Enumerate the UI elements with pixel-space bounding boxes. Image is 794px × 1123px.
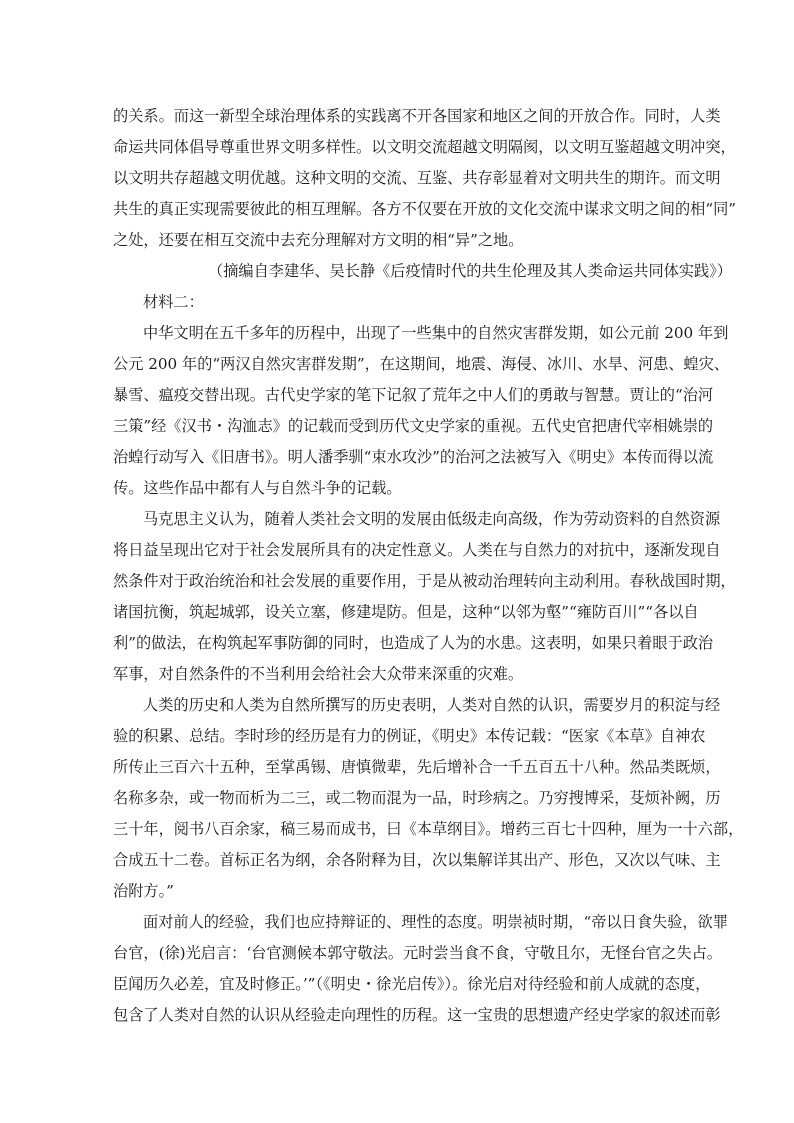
- text-line: 三策”经《汉书・沟洫志》的记载而受到历代文史学家的重视。五代史官把唐代宰相姚崇的: [113, 417, 714, 435]
- text-line: 三十年，阅书八百余家，稿三易而成书，曰《本草纲目》。增药三百七十四种，厘为一十六部，: [113, 820, 744, 838]
- text-line: 面对前人的经验，我们也应持辩证的、理性的态度。明崇祯时期，“帝以日食失验，欲罪: [143, 913, 728, 931]
- text-line: 治蝗行动写入《旧唐书》。明人潘季驯“束水攻沙”的治河之法被写入《明史》本传而得以流: [113, 448, 714, 466]
- text-line: 命运共同体倡导尊重世界文明多样性。以文明交流超越文明隔阂，以文明互鉴超越文明冲突，: [113, 138, 736, 156]
- text-line: 马克思主义认为，随着人类社会文明的发展由低级走向高级，作为劳动资料的自然资源: [143, 510, 721, 528]
- section-heading: 材料二：: [143, 293, 204, 311]
- text-line: 然条件对于政治统治和社会发展的重要作用，于是从被动治理转向主动利用。春秋战国时期，: [113, 572, 736, 590]
- text-line: 暴雪、瘟疫交替出现。古代史学家的笔下记叙了荒年之中人们的勇敢与智慧。贾让的“治河: [113, 386, 714, 404]
- text-line: 臣闻历久必差，宜及时修正。’”（《明史・徐光启传》）。徐光启对待经验和前人成就的态度，: [113, 975, 711, 993]
- text-line: 公元 200 年的“两汉自然灾害群发期”，在这期间，地震、海侵、冰川、水旱、河患、蝗灾、: [113, 355, 730, 373]
- text-line: 利”的做法，在构筑起军事防御的同时，也造成了人为的水患。这表明，如果只着眼于政治: [113, 634, 714, 652]
- text-line: 的关系。而这一新型全球治理体系的实践离不开各国家和地区之间的开放合作。同时，人类: [113, 107, 721, 125]
- text-line: 中华文明在五千多年的历程中，出现了一些集中的自然灾害群发期，如公元前 200 年到: [143, 324, 729, 342]
- text-line: 所传止三百六十五种，至掌禹锡、唐慎微辈，先后增补合一千五百五十八种。然品类既烦，: [113, 758, 721, 776]
- text-line: 诸国抗衡，筑起城郭，设关立塞，修建堤防。但是，这种“以邻为壑”“雍防百川”“各以自: [113, 603, 699, 621]
- text-line: 合成五十二卷。首标正名为纲，余各附释为目，次以集解详其出产、形色，又次以气味、主: [113, 851, 721, 869]
- text-line: 传。这些作品中都有人与自然斗争的记载。: [113, 479, 402, 497]
- text-line: 台官，(徐)光启言：‘台官测候本郭守敬法。元时尝当食不食，守敬且尔，无怪台官之失占。: [113, 944, 722, 962]
- text-line: 以文明共存超越文明优越。这种文明的交流、互鉴、共存彰显着对文明共生的期许。而文明: [113, 169, 721, 187]
- text-line: 共生的真正实现需要彼此的相互理解。各方不仅要在开放的文化交流中谋求文明之间的相“同”: [113, 200, 737, 218]
- text-line: 之处，还要在相互交流中去充分理解对方文明的相“异”之地。: [113, 231, 524, 249]
- source-citation: （摘编自李建华、吴长静《后疫情时代的共生伦理及其人类命运共同体实践》）: [208, 262, 732, 280]
- text-line: 人类的历史和人类为自然所撰写的历史表明，人类对自然的认识，需要岁月的积淀与经: [143, 696, 721, 714]
- text-line: 名称多杂，或一物而析为二三，或二物而混为一品，时珍病之。乃穷搜博采，芟烦补阙，历: [113, 789, 721, 807]
- text-line: 包含了人类对自然的认识从经验走向理性的历程。这一宝贵的思想遗产经史学家的叙述而彰: [113, 1006, 721, 1024]
- text-line: 治附方。”: [113, 882, 174, 900]
- text-line: 军事，对自然条件的不当利用会给社会大众带来深重的灾难。: [113, 665, 524, 683]
- text-line: 验的积累、总结。李时珍的经历是有力的例证，《明史》本传记载：“医家《本草》自神农: [113, 727, 706, 745]
- text-line: 将日益呈现出它对于社会发展所具有的决定性意义。人类在与自然力的对抗中，逐渐发现自: [113, 541, 721, 559]
